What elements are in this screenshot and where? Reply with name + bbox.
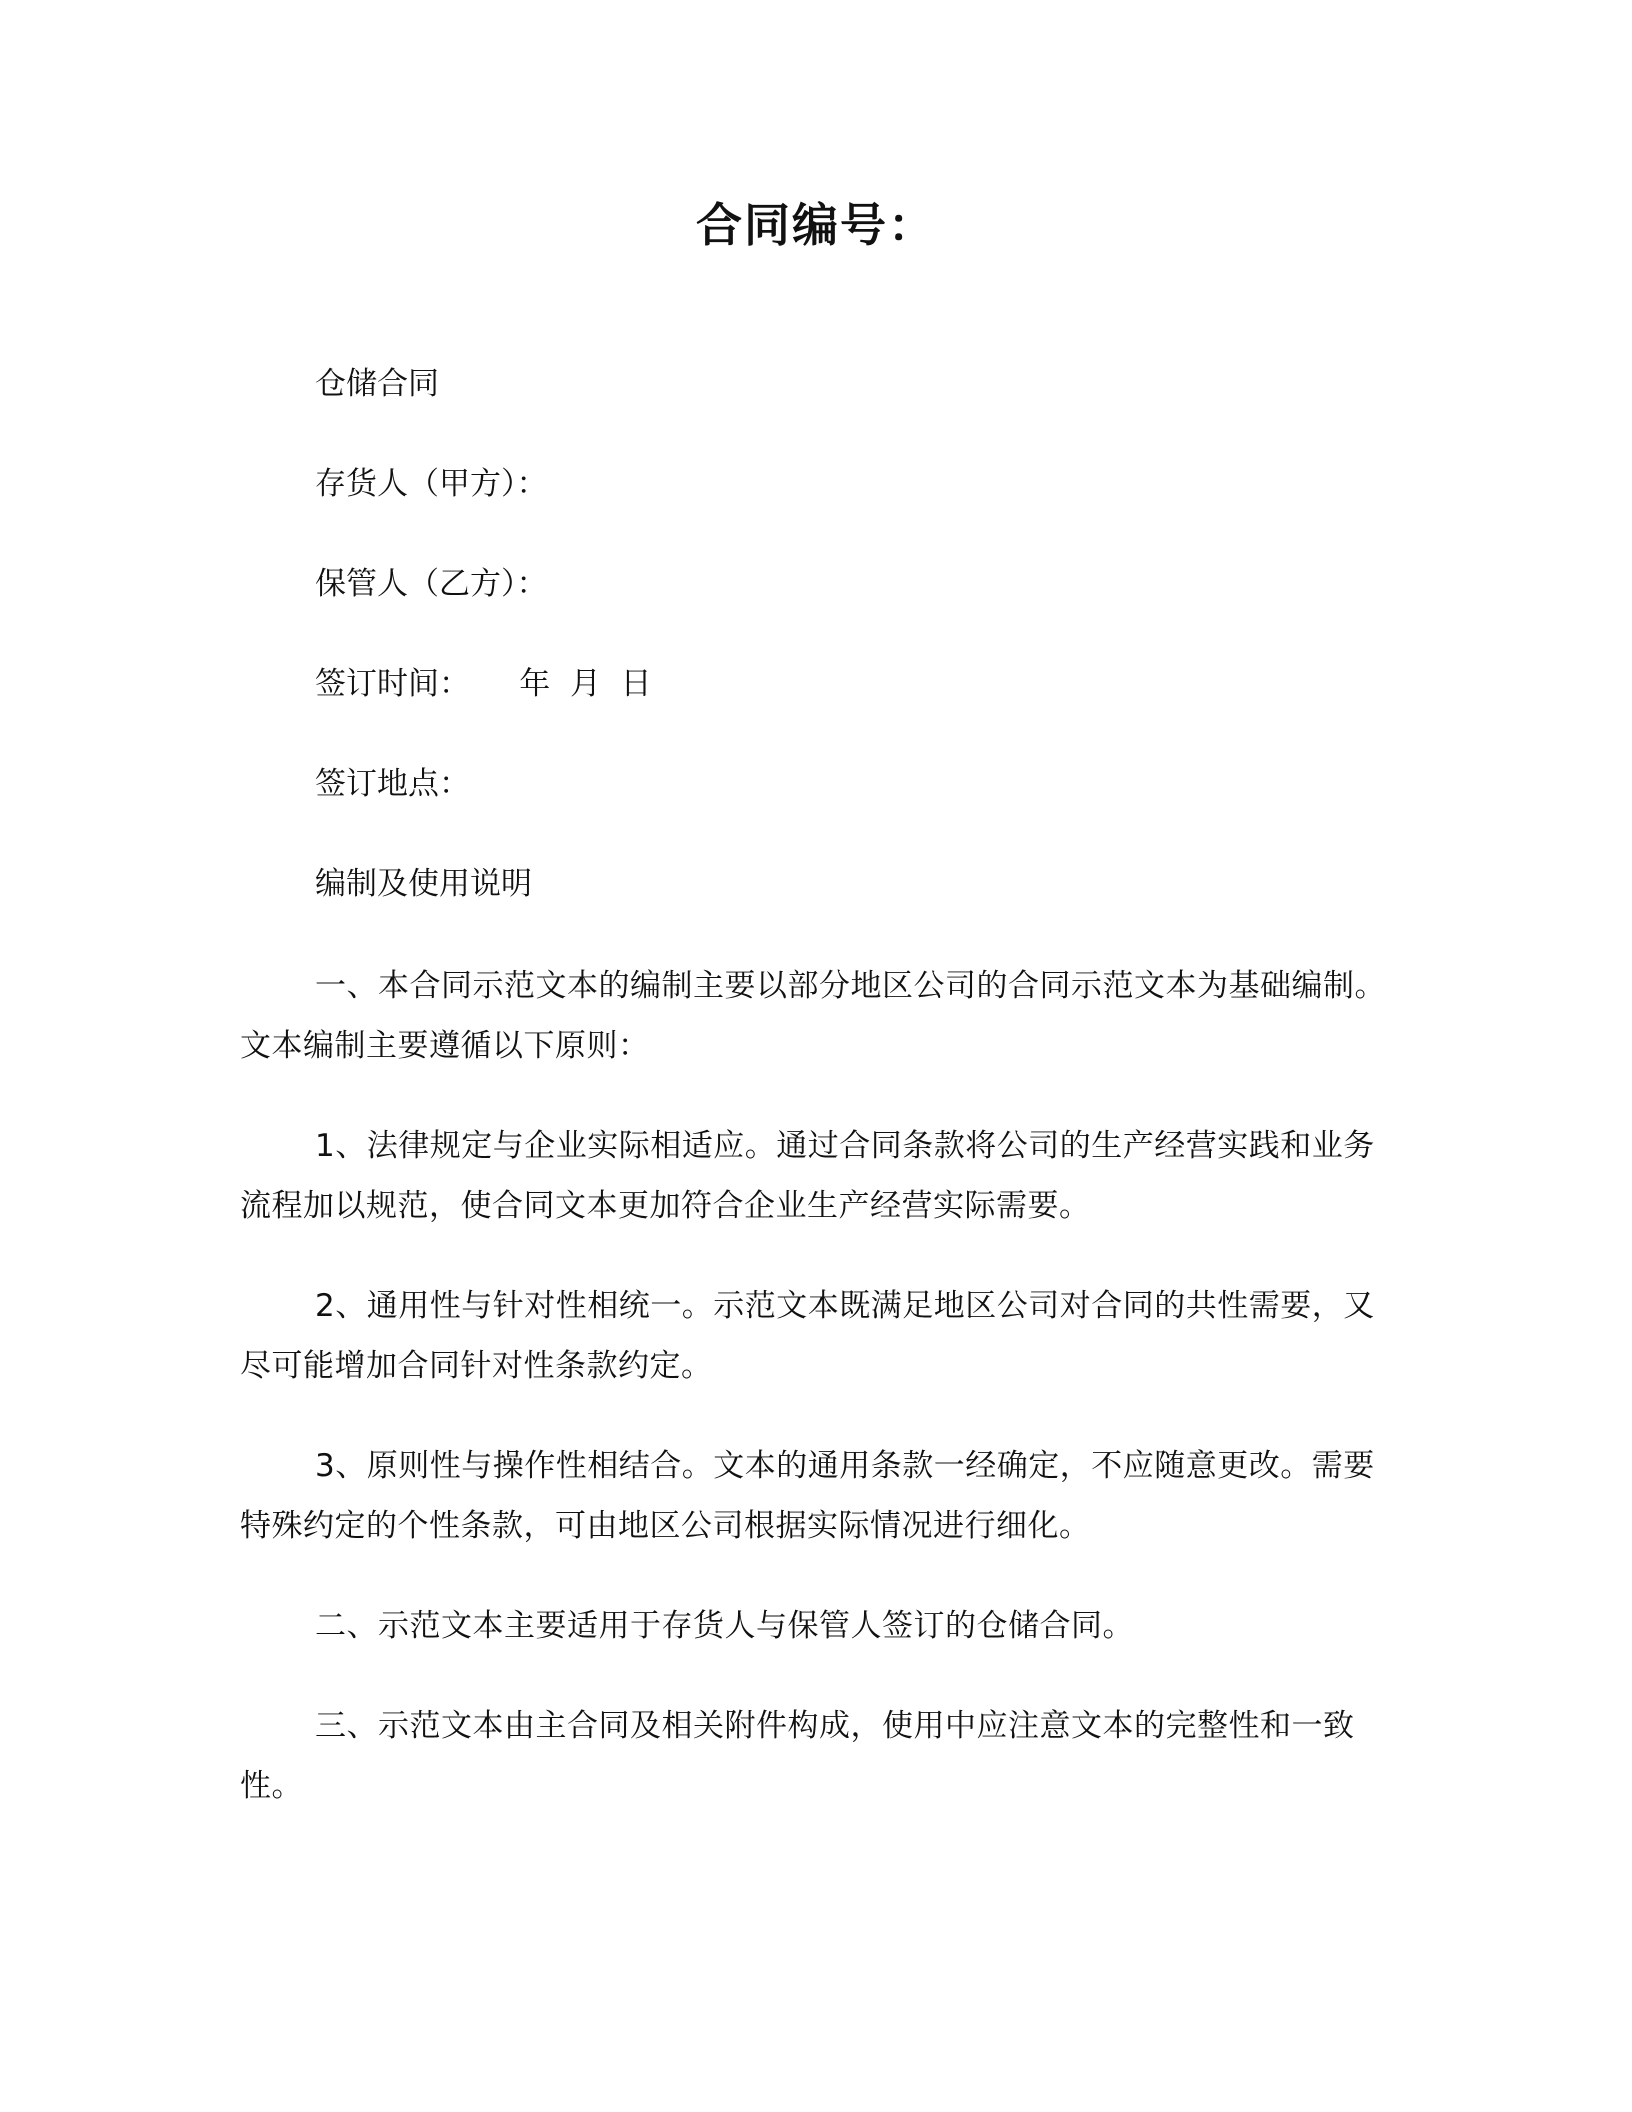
paragraph-1: 一、本合同示范文本的编制主要以部分地区公司的合同示范文本为基础编制。文本编制主要遵循以下原则： bbox=[240, 968, 1386, 1064]
signing-place-field: 签订地点： bbox=[315, 766, 470, 802]
paragraph-3: 2、通用性与针对性相统一。示范文本既满足地区公司对合同的共性需要，又尽可能增加合同针对性条款约定。 bbox=[240, 1288, 1375, 1384]
paragraph-2: 1、法律规定与企业实际相适应。通过合同条款将公司的生产经营实践和业务流程加以规范，使合同文本更加符合企业生产经营实际需要。 bbox=[240, 1128, 1375, 1224]
contract-type: 仓储合同 bbox=[315, 366, 439, 402]
contract-number-title: 合同编号： bbox=[696, 198, 936, 252]
paragraph-5: 二、示范文本主要适用于存货人与保管人签订的仓储合同。 bbox=[315, 1608, 1134, 1644]
instructions-heading: 编制及使用说明 bbox=[315, 866, 532, 902]
depositor-field: 存货人（甲方）： bbox=[315, 466, 548, 502]
paragraph-4: 3、原则性与操作性相结合。文本的通用条款一经确定，不应随意更改。需要特殊约定的个性条款，可由地区公司根据实际情况进行细化。 bbox=[240, 1448, 1375, 1544]
signing-time-field: 签订时间： 年 月 日 bbox=[315, 666, 652, 702]
custodian-field: 保管人（乙方）： bbox=[315, 566, 548, 602]
paragraph-6: 三、示范文本由主合同及相关附件构成，使用中应注意文本的完整性和一致性。 bbox=[240, 1708, 1355, 1804]
